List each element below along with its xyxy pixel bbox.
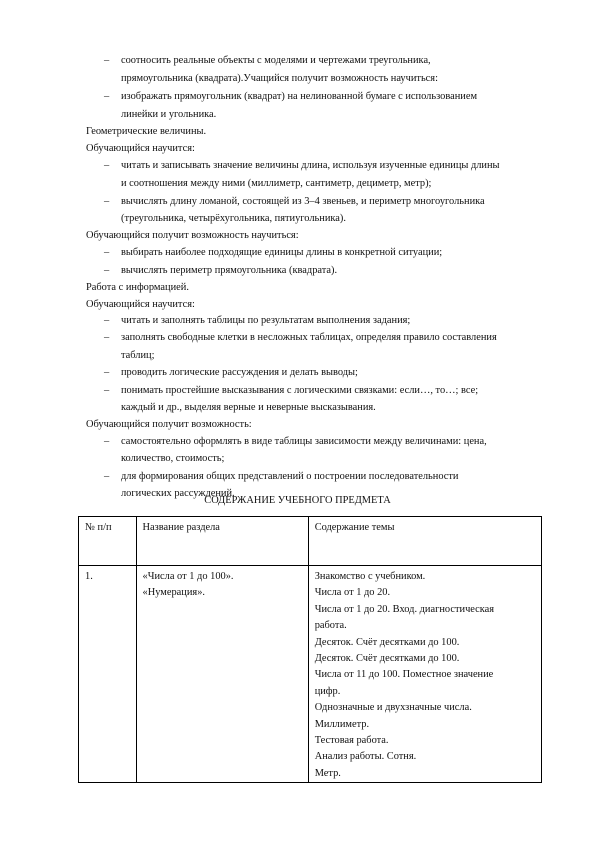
header-cell-topic: Содержание темы	[308, 517, 541, 566]
topic-line: Однозначные и двухзначные числа.	[314, 702, 472, 714]
list-item-line: проводить логические рассуждения и делать выводы;	[121, 367, 358, 378]
opportunity-heading: Обучающийся получит возможность:	[86, 419, 252, 430]
list-dash: –	[104, 247, 110, 258]
list-item-line: количество, стоимость;	[121, 453, 225, 464]
list-dash: –	[104, 315, 110, 326]
list-item-line: логических рассуждений.	[121, 488, 235, 499]
topic-line: Числа от 11 до 100. Поместное значение	[314, 669, 494, 681]
topic-line: Метр.	[314, 767, 341, 779]
table-row	[79, 566, 542, 783]
topic-line: работа.	[314, 620, 347, 632]
row-number: 1.	[85, 571, 93, 582]
opportunity-heading: Обучающийся получит возможность научиться:	[86, 230, 299, 241]
topic-line: Числа от 1 до 20. Вход. диагностическая	[314, 603, 495, 615]
content-table	[78, 516, 542, 783]
list-item-line: каждый и др., выделяя верные и неверные высказывания.	[121, 402, 376, 413]
list-dash: –	[104, 385, 110, 396]
list-item-line: соотносить реальные объекты с моделями и чертежами треугольника,	[121, 55, 431, 66]
list-item-line: вычислять периметр прямоугольника (квадрата).	[121, 265, 338, 276]
list-item-line: читать и записывать значение величины длина, используя изученные единицы длины	[121, 160, 500, 171]
list-dash: –	[104, 367, 110, 378]
list-item-line: вычислять длину ломаной, состоящей из 3–4 звеньев, и периметр многоугольника	[121, 196, 485, 207]
list-dash: –	[104, 160, 110, 171]
section-title: СОДЕРЖАНИЕ УЧЕБНОГО ПРЕДМЕТА	[204, 495, 391, 506]
row-section-cell	[136, 566, 308, 783]
list-dash: –	[104, 265, 110, 276]
section-name-line: «Нумерация».	[142, 587, 205, 599]
list-dash: –	[104, 196, 110, 207]
section-heading-geometric: Геометрические величины.	[86, 126, 207, 137]
list-item-line: линейки и угольника.	[121, 109, 217, 120]
learn-heading: Обучающийся научится:	[86, 143, 195, 154]
list-item-line: таблиц;	[121, 350, 155, 361]
list-dash: –	[104, 471, 110, 482]
list-item-line: для формирования общих представлений о построении последовательности	[121, 471, 459, 482]
header-cell-number: № п/п	[79, 517, 137, 566]
learn-heading: Обучающийся научится:	[86, 299, 195, 310]
topic-line: цифр.	[314, 685, 341, 697]
topic-line: Миллиметр.	[314, 718, 370, 730]
list-item-line: читать и заполнять таблицы по результатам выполнения задания;	[121, 315, 411, 326]
list-dash: –	[104, 436, 110, 447]
topic-line: Анализ работы. Сотня.	[314, 751, 417, 763]
list-item-line: заполнять свободные клетки в несложных таблицах, определяя правило составления	[121, 332, 497, 343]
topic-line: Десяток. Счёт десятками до 100.	[314, 636, 460, 648]
row-topics-cell	[308, 566, 541, 783]
list-item-line: понимать простейшие высказывания с логическими связками: если…, то…; все;	[121, 385, 479, 396]
topic-line: Десяток. Счёт десятками до 100.	[314, 653, 460, 665]
section-heading-info: Работа с информацией.	[86, 282, 189, 293]
table-header-row	[79, 517, 542, 566]
topic-line: Тестовая работа.	[314, 735, 389, 747]
list-item-line: и соотношения между ними (миллиметр, сантиметр, дециметр, метр);	[121, 178, 432, 189]
list-dash: –	[104, 332, 110, 343]
topic-line: Знакомство с учебником.	[314, 571, 426, 582]
list-item-line: самостоятельно оформлять в виде таблицы зависимости между величинами: цена,	[121, 436, 487, 447]
section-name-line: «Числа от 1 до 100».	[142, 571, 234, 582]
list-dash: –	[104, 91, 110, 102]
list-item-line: изображать прямоугольник (квадрат) на нелинованной бумаге с использованием	[121, 91, 478, 102]
topic-line: Числа от 1 до 20.	[314, 587, 391, 599]
list-item-line: выбирать наиболее подходящие единицы длины в конкретной ситуации;	[121, 247, 443, 258]
list-item-line: (треугольника, четырёхугольника, пятиугольника).	[121, 213, 346, 224]
header-cell-section: Название раздела	[136, 517, 308, 566]
list-item-line: прямоугольника (квадрата).Учащийся получит возможность научиться:	[121, 73, 438, 84]
list-dash: –	[104, 55, 110, 66]
row-number-cell	[79, 566, 137, 783]
